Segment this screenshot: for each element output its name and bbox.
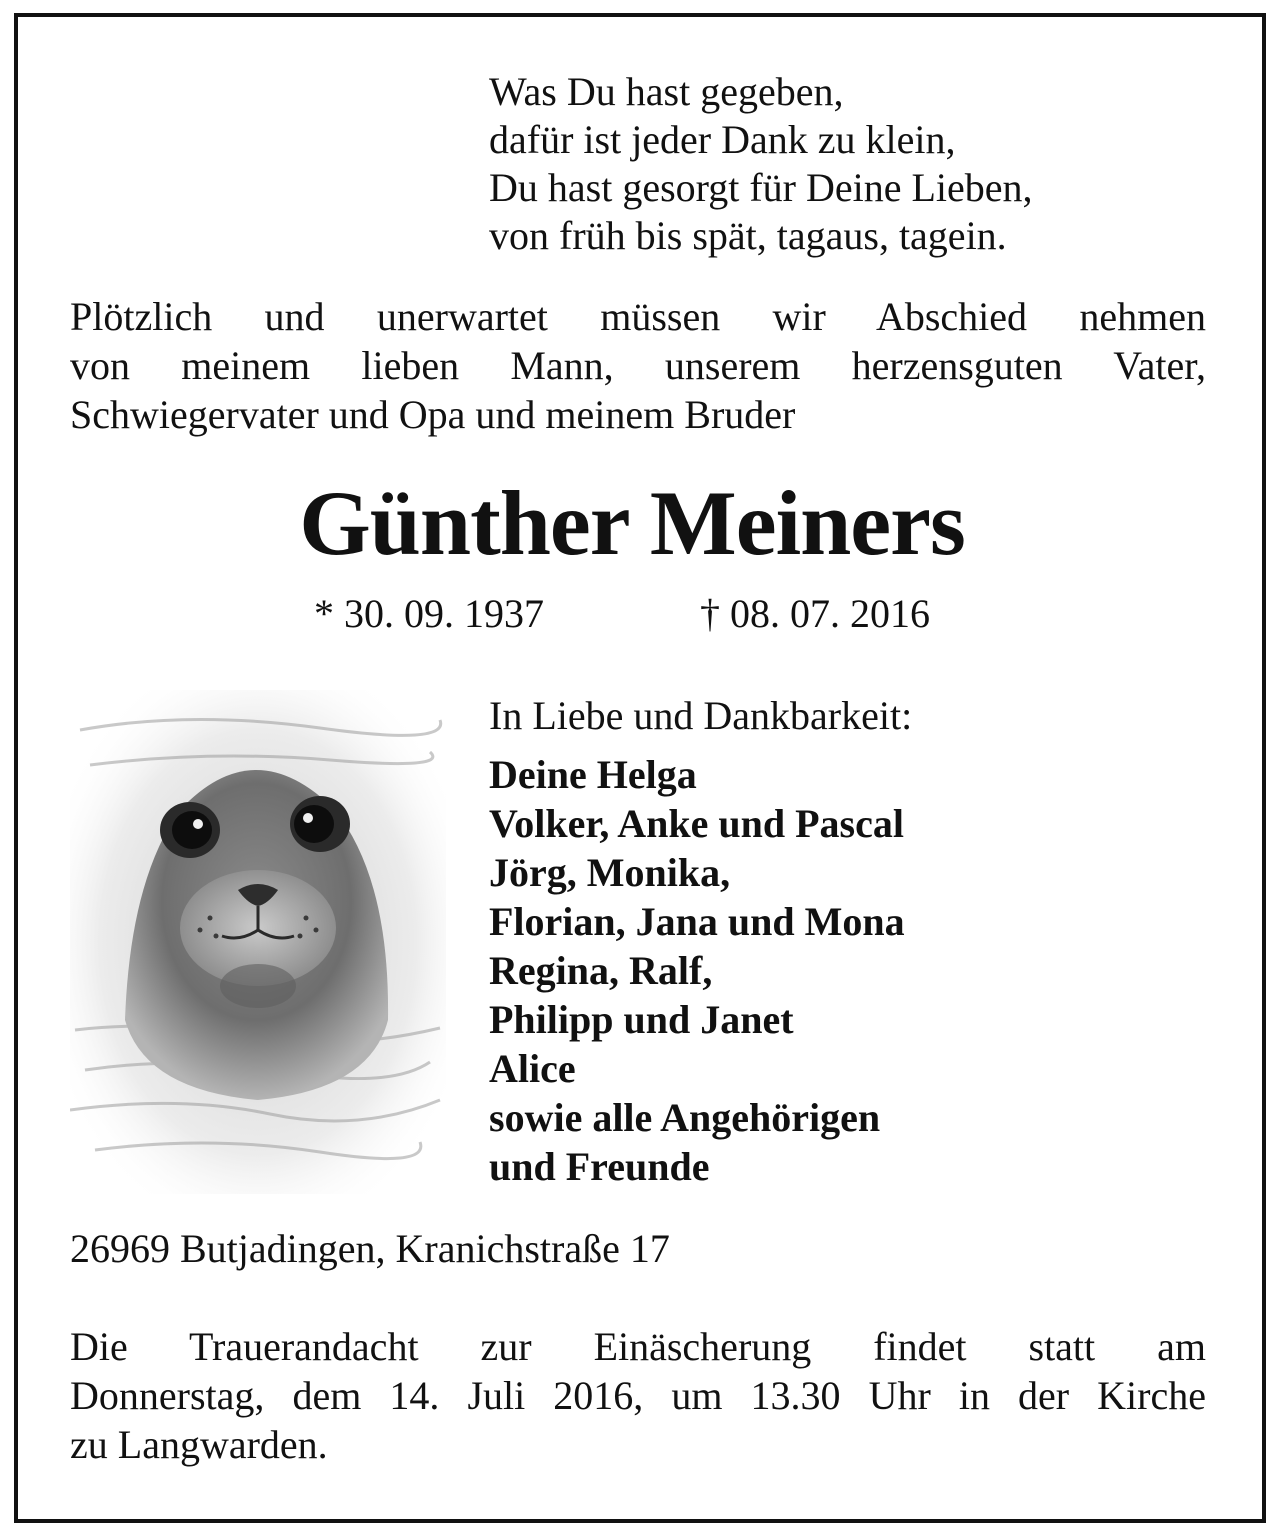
poem-line: von früh bis spät, tagaus, tagein. (489, 213, 1007, 258)
poem-line: Du hast gesorgt für Deine Lieben, (489, 165, 1033, 210)
address: 26969 Butjadingen, Kranichstraße 17 (70, 1226, 670, 1271)
mourner-name: Florian, Jana und Mona (489, 899, 905, 944)
death-date: † 08. 07. 2016 (700, 591, 930, 636)
poem (489, 68, 1033, 260)
mourner-name: Philipp und Janet (489, 997, 794, 1042)
mourners-heading: In Liebe und Dankbarkeit: (489, 693, 913, 738)
birth-date: * 30. 09. 1937 (314, 591, 544, 636)
mourner-name: Regina, Ralf, (489, 948, 713, 993)
poem-line: dafür ist jeder Dank zu klein, (489, 117, 956, 162)
mourners-block (489, 692, 912, 1191)
seal-drawing-icon (70, 690, 446, 1194)
service-line: Donnerstag, dem 14. Juli 2016, um 13.30 Uhr in der Kirche (70, 1373, 1206, 1418)
poem-line: Was Du hast gegeben, (489, 69, 844, 114)
intro-line: Schwiegervater und Opa und meinem Bruder (70, 392, 796, 437)
mourner-name: Alice (489, 1046, 576, 1091)
mourner-name: und Freunde (489, 1144, 710, 1189)
intro-line: von meinem lieben Mann, unserem herzensguten Vater, (70, 343, 1206, 388)
service-line: Die Trauerandacht zur Einäscherung findet statt am (70, 1324, 1206, 1369)
mourner-name: Deine Helga (489, 752, 697, 797)
service-line: zu Langwarden. (70, 1422, 328, 1467)
mourner-name: Jörg, Monika, (489, 850, 731, 895)
mourner-name: sowie alle Angehörigen (489, 1095, 881, 1140)
service-info (70, 1322, 1206, 1469)
mourner-name: Volker, Anke und Pascal (489, 801, 904, 846)
deceased-name: Günther Meiners (299, 472, 965, 574)
intro-text (70, 292, 1206, 439)
mourners-list (489, 750, 912, 1191)
intro-line: Plötzlich und unerwartet müssen wir Abschied nehmen (70, 294, 1206, 339)
